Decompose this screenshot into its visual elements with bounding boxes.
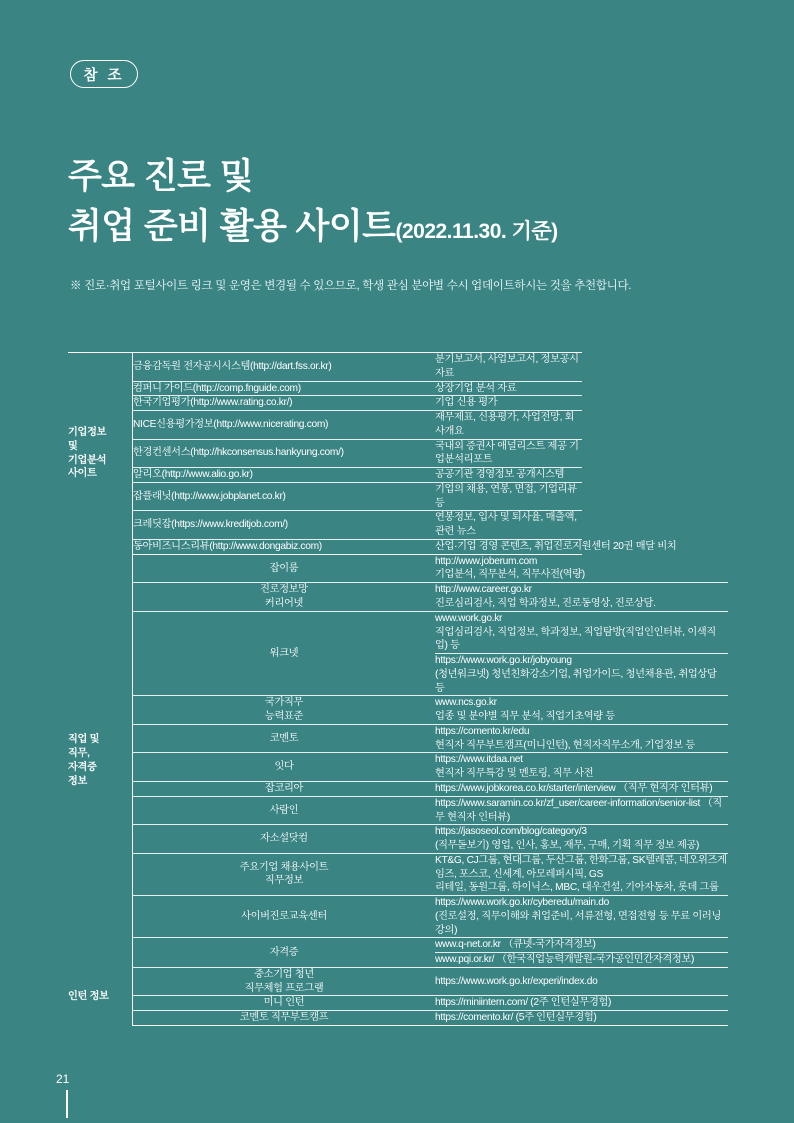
site-name: 동아비즈니스리뷰(http://www.dongabiz.com) bbox=[133, 539, 436, 554]
sub-label: 주요기업 채용사이트 직무정보 bbox=[133, 853, 436, 895]
sub-label bbox=[133, 724, 436, 753]
table-row bbox=[68, 825, 728, 854]
site-desc: https://www.jobkorea.co.kr/starter/interview （직무 현직자 인터뷰) bbox=[435, 781, 728, 796]
table-row bbox=[68, 781, 728, 796]
site-detail: 직업심리검사, 직업정보, 학과정보, 직업탐방(직업인인터뷰, 이색직업) 등 bbox=[435, 626, 716, 652]
site-desc bbox=[435, 611, 728, 653]
sub-label bbox=[133, 796, 436, 825]
site-detail: KT&G, CJ그룹, 현대그룹, 두산그룹, 한화그룹, SK텔레콤, 네오위즈게임즈, 포스코, 신세계, 아모레퍼시픽, GS bbox=[435, 854, 727, 880]
sub-label-text: 코멘토 직무부트캠프 bbox=[239, 1012, 329, 1024]
site-detail: (직무돋보기) 영업, 인사, 홍보, 재무, 구매, 기획 직무 정보 제공) bbox=[435, 840, 700, 852]
notice-text: ※ 진로·취업 포털사이트 링크 및 운영은 변경될 수 있으므로, 학생 관심 분야별 수시 업데이트하시는 것을 추천합니다. bbox=[70, 280, 632, 292]
table-row bbox=[68, 853, 728, 895]
site-desc: www.q-net.or.kr （큐넷-국가자격정보) bbox=[435, 938, 728, 953]
sub-label-text: 자소설닷컴 bbox=[260, 833, 308, 845]
table-row bbox=[68, 1011, 728, 1026]
site-url: www.work.go.kr bbox=[435, 612, 503, 624]
site-desc: 분기보고서, 사업보고서, 정보공시자료 bbox=[435, 353, 582, 382]
category-label-text: 인턴 정보 bbox=[68, 990, 109, 1002]
site-desc bbox=[435, 554, 728, 583]
table-row bbox=[68, 938, 728, 953]
site-url: www.ncs.go.kr bbox=[435, 697, 497, 709]
table-row bbox=[68, 396, 728, 411]
site-table bbox=[68, 352, 728, 1026]
category-label-intern bbox=[68, 967, 133, 1025]
sub-label-text: 자격증 bbox=[269, 946, 299, 958]
category-label-company: 기업정보 및 기업분석 사이트 bbox=[68, 353, 133, 555]
site-desc: 산업·기업 경영 콘텐츠, 취업진로지원센터 20권 매달 비치 bbox=[435, 539, 582, 554]
site-desc: https://www.work.go.kr/experi/index.do bbox=[435, 967, 728, 996]
site-desc bbox=[435, 825, 728, 854]
site-desc: 공공기관 경영정보 공개시스템 bbox=[435, 468, 582, 483]
sub-label bbox=[133, 996, 436, 1011]
table-row bbox=[68, 511, 728, 540]
site-name: 한경컨센서스(http://hkconsensus.hankyung.com/) bbox=[133, 439, 436, 468]
page-title bbox=[68, 152, 728, 251]
sub-label-text: 미니 인턴 bbox=[263, 997, 305, 1009]
site-desc bbox=[435, 654, 728, 696]
table-row bbox=[68, 482, 728, 511]
site-desc bbox=[435, 696, 728, 725]
page-title-line1: 주요 진로 및 bbox=[68, 157, 253, 196]
table-row bbox=[68, 753, 728, 782]
site-desc: www.pqi.or.kr/ （한국직업능력개발원-국가공인민간자격정보) bbox=[435, 953, 728, 968]
page-number: 21 bbox=[56, 1072, 70, 1086]
site-desc: https://www.saramin.co.kr/zf_user/career-information/senior-list （직무 현직자 인터뷰) bbox=[435, 796, 728, 825]
site-desc: https://comento.kr/ (5주 인턴실무경험) bbox=[435, 1011, 728, 1026]
site-detail: 진로심리검사, 직업 학과정보, 진로동영상, 진로상담. bbox=[435, 598, 656, 610]
table-row bbox=[68, 611, 728, 653]
site-name: 크레딧잡(https://www.kreditjob.com/) bbox=[133, 511, 436, 540]
sub-label bbox=[133, 938, 436, 968]
sub-label-text: 워크넷 bbox=[269, 647, 299, 659]
sub-label-text: 잇다 bbox=[274, 761, 294, 773]
table-row bbox=[68, 967, 728, 996]
site-detail: 업종 및 분야별 직무 분석, 직업기초역량 등 bbox=[435, 711, 615, 723]
reference-badge-label: 참 조 bbox=[83, 67, 125, 84]
sub-label-text: 잡코리아 bbox=[264, 782, 304, 794]
site-name: 알리오(http://www.alio.go.kr) bbox=[133, 468, 436, 483]
site-desc bbox=[435, 583, 728, 612]
sub-label bbox=[133, 825, 436, 854]
site-desc: 기업의 채용, 연봉, 면접, 기업리뷰 등 bbox=[435, 482, 582, 511]
site-name: NICE신용평가정보(http://www.nicerating.com) bbox=[133, 411, 436, 440]
sub-label-text: 코멘토 bbox=[269, 732, 299, 744]
table-row bbox=[68, 896, 728, 938]
site-url: https://jasoseol.com/blog/category/3 bbox=[435, 826, 587, 838]
table-row bbox=[68, 539, 728, 554]
table-row bbox=[68, 724, 728, 753]
table-row bbox=[68, 696, 728, 725]
table-row bbox=[68, 381, 728, 396]
site-url: https://www.work.go.kr/jobyoung bbox=[435, 655, 572, 667]
site-detail: 현직자 직무부트캠프(미니인턴), 현직자직무소개, 기업정보 등 bbox=[435, 739, 695, 751]
site-desc: 상장기업 분석 자료 bbox=[435, 381, 582, 396]
sub-label bbox=[133, 1011, 436, 1026]
sub-label bbox=[133, 554, 436, 583]
table-row bbox=[68, 554, 728, 583]
footer-rule bbox=[66, 1090, 68, 1118]
site-name: 금융감독원 전자공시시스템(http://dart.fss.or.kr) bbox=[133, 353, 436, 382]
table-row bbox=[68, 996, 728, 1011]
sub-label-text: 사람인 bbox=[269, 804, 299, 816]
site-desc: 재무제표, 신용평가, 사업전망, 회사개요 bbox=[435, 411, 582, 440]
site-detail: 현직자 직무특강 및 멘토링, 직무 사전 bbox=[435, 768, 594, 780]
site-desc bbox=[435, 724, 728, 753]
sub-label bbox=[133, 896, 436, 938]
table-row bbox=[68, 796, 728, 825]
sub-label: 국가직무 능력표준 bbox=[133, 696, 436, 725]
page-title-subtext: (2022.11.30. 기준) bbox=[395, 219, 558, 243]
sub-label: 진로정보망 커리어넷 bbox=[133, 583, 436, 612]
page-title-line2-text: 취업 준비 활용 사이트 bbox=[68, 206, 396, 246]
site-desc: https://miniintern.com/ (2주 인턴실무경험) bbox=[435, 996, 728, 1011]
site-url: https://www.work.go.kr/cyberedu/main.do bbox=[435, 897, 610, 909]
table-row bbox=[68, 583, 728, 612]
site-desc: 국내외 증권사 애널리스트 제공 기업분석리포트 bbox=[435, 439, 582, 468]
site-desc: 기업 신용 평가 bbox=[435, 396, 582, 411]
site-name: 잡플래닛(http://www.jobplanet.co.kr) bbox=[133, 482, 436, 511]
site-url: http://www.joberum.com bbox=[435, 555, 538, 567]
site-url: http://www.career.go.kr bbox=[435, 584, 532, 596]
table-row bbox=[68, 353, 728, 382]
sub-label bbox=[133, 611, 436, 696]
site-desc bbox=[435, 896, 728, 938]
site-detail: (진로설정, 직무이해와 취업준비, 서류전형, 면접전형 등 무료 이러닝 강의) bbox=[435, 910, 722, 936]
sub-label bbox=[133, 781, 436, 796]
table-row bbox=[68, 439, 728, 468]
site-detail: 리테일, 동원그룹, 하이닉스, MBC, 대우건설, 기아자동차, 롯데 그룹 bbox=[435, 882, 719, 894]
site-detail: 기업분석, 직무분석, 직무사전(역량) bbox=[435, 569, 585, 581]
category-label-job: 직업 및 직무, 자격증 정보 bbox=[68, 554, 133, 967]
sub-label bbox=[133, 753, 436, 782]
sub-label: 중소기업 청년 직무체험 프로그램 bbox=[133, 967, 436, 996]
sub-label-text: 사이버진로교육센터 bbox=[241, 910, 327, 922]
site-desc bbox=[435, 853, 728, 895]
table-row bbox=[68, 411, 728, 440]
site-detail: (청년워크넷) 청년친화강소기업, 취업가이드, 청년채용관, 취업상담 등 bbox=[435, 668, 717, 694]
site-table-wrapper bbox=[68, 352, 728, 1026]
table-row bbox=[68, 468, 728, 483]
page-title-line2 bbox=[68, 202, 728, 252]
site-desc bbox=[435, 753, 728, 782]
site-name: 한국기업평가(http://www.rating.co.kr/) bbox=[133, 396, 436, 411]
site-name: 컴퍼니 가이드(http://comp.fnguide.com) bbox=[133, 381, 436, 396]
sub-label-text: 잡이룸 bbox=[269, 562, 299, 574]
site-desc: 연봉정보, 입사 및 퇴사율, 매출액, 관련 뉴스 bbox=[435, 511, 582, 540]
site-url: https://www.itdaa.net bbox=[435, 754, 523, 766]
reference-badge bbox=[70, 60, 138, 88]
site-url: https://comento.kr/edu bbox=[435, 725, 530, 737]
